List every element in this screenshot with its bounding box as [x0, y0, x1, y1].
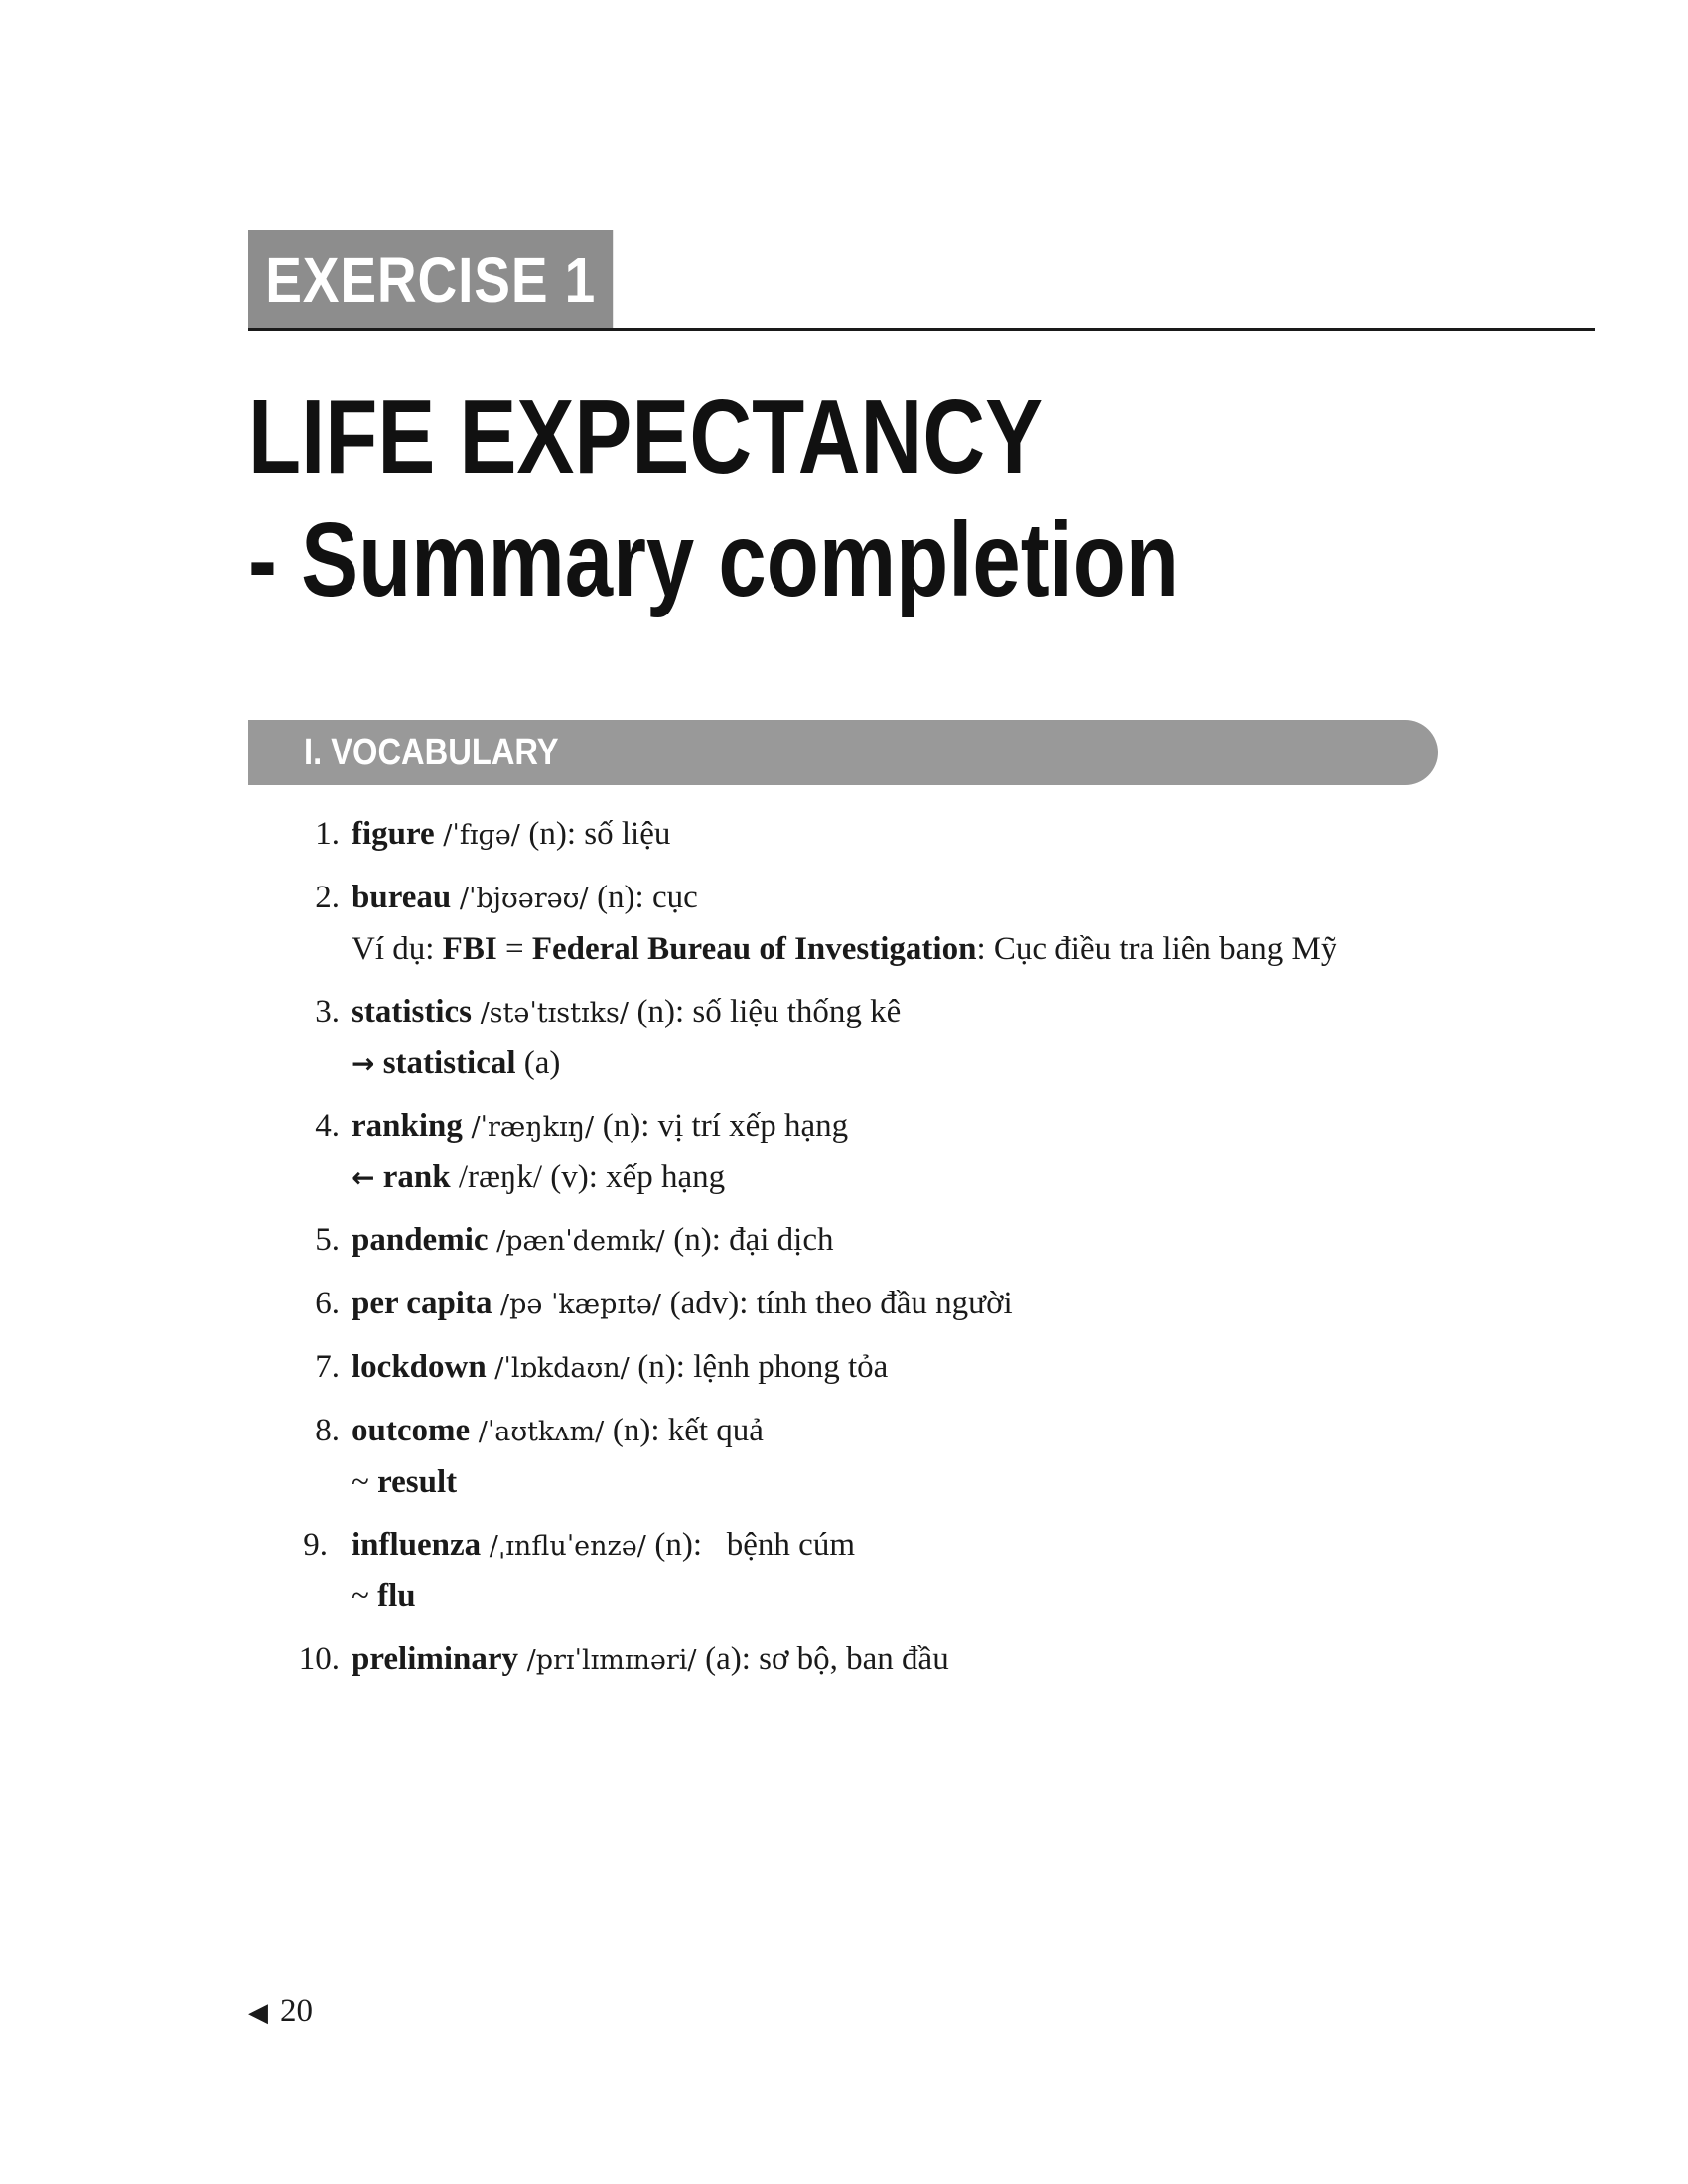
vocab-item	[248, 1279, 1539, 1330]
vocab-item	[248, 1342, 1539, 1394]
vocab-word: lockdown	[352, 1349, 487, 1385]
vocabulary-list	[248, 809, 1539, 1698]
vocab-item	[248, 1634, 1539, 1686]
example-line	[352, 924, 1539, 975]
definition: (n): cục	[597, 880, 698, 915]
definition: (adv): tính theo đầu người	[669, 1286, 1013, 1321]
related-word: rank	[382, 1160, 451, 1195]
page-title	[248, 375, 1307, 621]
pronunciation: /ˈaʊtkʌm/	[470, 1417, 613, 1447]
vocab-item	[248, 873, 1539, 975]
pronunciation: /ˈlɒkdaʊn/	[486, 1353, 638, 1384]
related-line	[352, 1571, 1539, 1622]
vocab-word: preliminary	[352, 1641, 519, 1677]
vocab-word: figure	[352, 816, 435, 852]
related-line	[352, 1153, 1539, 1203]
pronunciation: /ˈræŋkɪŋ/	[462, 1112, 603, 1143]
related-word: result	[377, 1464, 458, 1500]
header-rule	[248, 328, 1595, 331]
triangle-left-icon: ◀	[248, 1998, 268, 2028]
definition: (n): đại dịch	[673, 1222, 834, 1258]
item-number: 1.	[315, 816, 340, 852]
related-word: statistical	[382, 1045, 516, 1081]
definition: (n): số liệu thống kê	[636, 994, 902, 1029]
entry-line	[352, 1279, 1539, 1330]
vocab-item	[248, 1215, 1539, 1267]
vocab-word: outcome	[352, 1413, 471, 1448]
entry-line	[352, 1520, 1539, 1571]
vocab-word: per capita	[352, 1286, 492, 1321]
vocab-item	[248, 1520, 1539, 1622]
pronunciation: /stəˈtɪstɪks/	[471, 998, 637, 1028]
related-line	[352, 1457, 1539, 1508]
pronunciation: /ˌɪnfluˈenzə/	[481, 1531, 655, 1562]
vocab-word: bureau	[352, 880, 452, 915]
title-line-2: - Summary completion	[248, 501, 1179, 618]
definition: (a): sơ bộ, ban đầu	[705, 1641, 949, 1677]
page-number: 20	[280, 1993, 313, 2029]
entry-line	[352, 1342, 1539, 1394]
entry-line	[352, 1406, 1539, 1457]
item-number: 3.	[315, 994, 340, 1029]
example-prefix: Ví dụ:	[352, 931, 443, 967]
entry-line	[352, 809, 1539, 861]
tilde-symbol: ~	[352, 1578, 369, 1614]
vocab-item	[248, 1406, 1539, 1508]
section-label: I. VOCABULARY	[304, 732, 559, 773]
section-header	[248, 720, 1438, 785]
entry-line	[352, 1101, 1539, 1153]
title-line-1: LIFE EXPECTANCY	[248, 378, 1044, 495]
item-number: 2.	[315, 880, 340, 915]
pronunciation: /ˈfɪɡə/	[434, 820, 529, 851]
related-line	[352, 1038, 1539, 1089]
definition: (n): kết quả	[612, 1413, 764, 1448]
example-full-name: Federal Bureau of Investigation	[531, 931, 977, 967]
related-word: flu	[377, 1578, 416, 1614]
exercise-label: EXERCISE 1	[248, 230, 613, 330]
definition: (n): bệnh cúm	[654, 1527, 855, 1563]
item-number: 7.	[315, 1349, 340, 1385]
example-abbreviation: FBI	[442, 931, 497, 967]
vocab-item	[248, 1101, 1539, 1203]
vocab-item	[248, 809, 1539, 861]
tilde-symbol: ~	[352, 1464, 369, 1500]
arrow-left-icon: ←	[352, 1161, 375, 1194]
pronunciation: /prɪˈlɪmɪnəri/	[518, 1645, 706, 1676]
example-meaning: : Cục điều tra liên bang Mỹ	[976, 931, 1337, 967]
example-equals: =	[496, 931, 532, 967]
page-footer	[248, 1991, 313, 2033]
related-info: /ræŋk/ (v): xếp hạng	[450, 1160, 726, 1195]
definition: (n): vị trí xếp hạng	[602, 1108, 849, 1144]
item-number: 8.	[315, 1413, 340, 1448]
pronunciation: /pə ˈkæpɪtə/	[492, 1290, 670, 1320]
entry-line	[352, 1634, 1539, 1686]
vocab-item	[248, 987, 1539, 1089]
definition: (n): lệnh phong tỏa	[637, 1349, 889, 1385]
vocab-word: pandemic	[352, 1222, 489, 1258]
pronunciation: /pænˈdemɪk/	[488, 1226, 674, 1257]
related-info: (a)	[515, 1045, 561, 1081]
item-number: 6.	[315, 1286, 340, 1321]
vocab-word: statistics	[352, 994, 472, 1029]
item-number: 4.	[315, 1108, 340, 1144]
item-number: 5.	[315, 1222, 340, 1258]
pronunciation: /ˈbjʊərəʊ/	[451, 884, 598, 914]
item-number: 10.	[298, 1641, 340, 1677]
entry-line	[352, 987, 1539, 1038]
vocab-word: influenza	[352, 1527, 482, 1563]
vocab-word: ranking	[352, 1108, 463, 1144]
arrow-right-icon: →	[352, 1047, 375, 1080]
item-number: 9.	[303, 1527, 328, 1563]
definition: (n): số liệu	[528, 816, 671, 852]
entry-line	[352, 1215, 1539, 1267]
entry-line	[352, 873, 1539, 924]
